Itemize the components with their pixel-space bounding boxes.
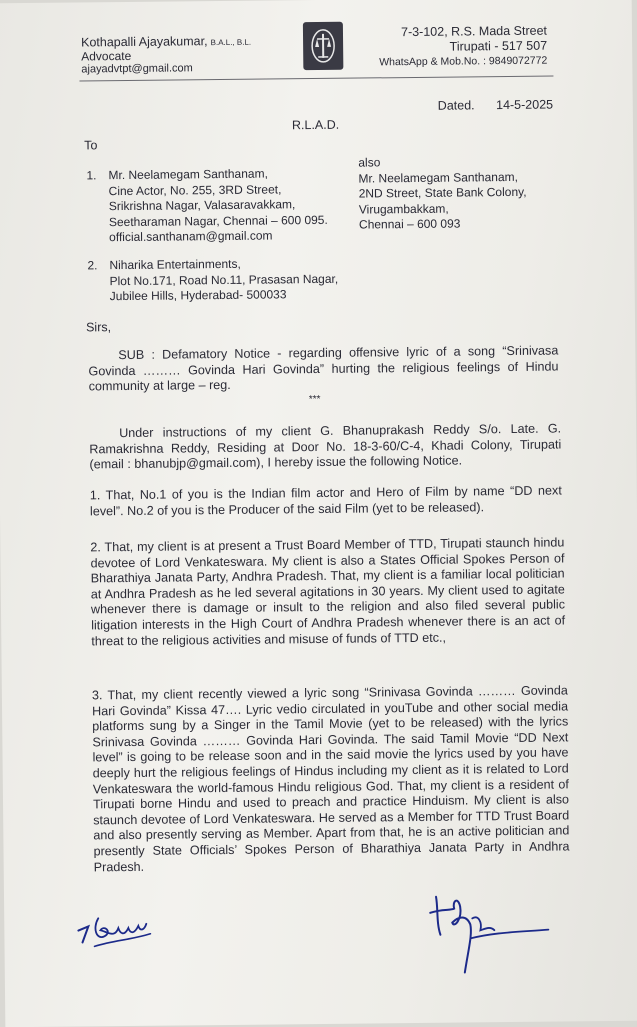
delivery-mode: R.L.A.D. (292, 118, 339, 132)
recipient-1-number: 1. (86, 168, 96, 184)
recipient-1-line: Mr. Neelamegam Santhanam, (108, 165, 378, 183)
letterhead-right (365, 24, 547, 70)
paragraph-2: 2. That, my client is at present a Trust Board Member of TTD, Tirupati staunch hindu devotee of Lord Venkateswara. My client is also a States Official Spokes Person of Bharathiya Janata Party, Andhra Pradesh. That, my client is a familiar local politician at Andhra Pradesh as he led several agitations in 30 years. My client used to agitate whenever there is damage or insult to the religion and also filed several public litigation interests in the High Court of Andhra Pradesh whenever there is an act of threat to the religious activities and misuse of funds of TTD etc., (90, 535, 565, 649)
advocate-degree: B.A.L., B.L. (211, 38, 252, 47)
office-address-line1: 7-3-102, R.S. Mada Street (365, 24, 547, 41)
advocate-email: ajayadvtpt@gmail.com (81, 62, 251, 77)
date-value: 14-5-2025 (496, 98, 553, 113)
advocate-title: Advocate (81, 49, 251, 64)
separator-stars: *** (309, 394, 321, 405)
subject: SUB : Defamatory Notice - regarding offensive lyric of a song “Srinivasa Govinda ……… Govinda Hari Govinda” hurting the religious feelings of Hindu community at large – reg. (88, 343, 558, 395)
date-line (438, 98, 553, 113)
recipient-2-line: Plot No.171, Road No.11, Prasasan Nagar, (109, 271, 409, 290)
intro-paragraph: Under instructions of my client G. Bhanuprakash Reddy S/o. Late. G. Ramakrishna Reddy, Residing at Door No. 18-3-60/C-4, Khadi Colony, Tirupati (email : bhanubjp@gmail.com), I hereby issue the following Notice. (89, 421, 561, 473)
recipient-2-number: 2. (87, 258, 97, 274)
alternate-address-line: Chennai – 600 093 (359, 215, 569, 233)
recipient-1-line: Cine Actor, No. 255, 3RD Street, (109, 181, 379, 199)
alternate-address-line: 2ND Street, State Bank Colony, (359, 184, 569, 202)
office-address-line2: Tirupati - 517 507 (365, 39, 547, 56)
scales-emblem-icon (309, 27, 337, 65)
advocate-logo (303, 22, 344, 70)
salutation: Sirs, (86, 320, 111, 334)
paragraph-3: 3. That, my client recently viewed a lyric song “Srinivasa Govinda ……… Govinda Hari Govinda” Kissa 47…. Lyric vedio circulated in youTube and other social media platforms sung by a Singer in the Tamil Movie (yet to be released) with the lyrics Srinivasa Govinda ……… Govinda Hari Govinda. The said Tamil Movie “DD Next level” is going to be release soon and in the said movie the lyrics used by you have deeply hurt the religious feelings of Hindus including my client as it is related to Lord Venkateswara the world-famous Hindu religious God. That, my client is a resident of Tirupati borne Hindu and used to preach and practice Hinduism. My client is also staunch devotee of Lord Venkateswara. He served as a Member for TTD Trust Board and also presently serving as Member. Apart from that, he is an active politician and presently State Officials’ Spokes Person of Bharathiya Janata Party in Andhra Pradesh. (92, 683, 570, 875)
advocate-signature (424, 878, 555, 979)
recipient-2-line: Jubilee Hills, Hyderabad- 500033 (110, 286, 410, 305)
alternate-address-line: Virugambakkam, (359, 200, 569, 218)
recipient-1-address (108, 165, 379, 245)
recipient-1-line: official.santhanam@gmail.com (109, 227, 379, 245)
client-signature (74, 906, 154, 953)
advocate-name: Kothapalli Ajayakumar, (81, 34, 208, 49)
recipient-1-line: Seetharaman Nagar, Chennai – 600 095. (109, 212, 379, 230)
recipient-2-address (109, 255, 409, 305)
paragraph-1: 1. That, No.1 of you is the Indian film actor and Hero of Film by name “DD next level”. No.2 of you is the Producer of the said Film (yet to be released). (90, 483, 562, 519)
to-label: To (84, 138, 97, 152)
letterhead-left (81, 35, 251, 77)
alternate-address-line: Mr. Neelamegam Santhanam, (358, 169, 568, 187)
recipient-2-line: Niharika Entertainments, (109, 255, 409, 274)
alternate-address (358, 153, 569, 233)
office-phone: WhatsApp & Mob.No. : 9849072772 (365, 54, 547, 70)
dated-label: Dated. (438, 98, 475, 112)
recipient-1-line: Srikrishna Nagar, Valasaravakkam, (109, 196, 379, 214)
also-label: also (358, 153, 568, 171)
letterhead-divider (79, 76, 553, 82)
